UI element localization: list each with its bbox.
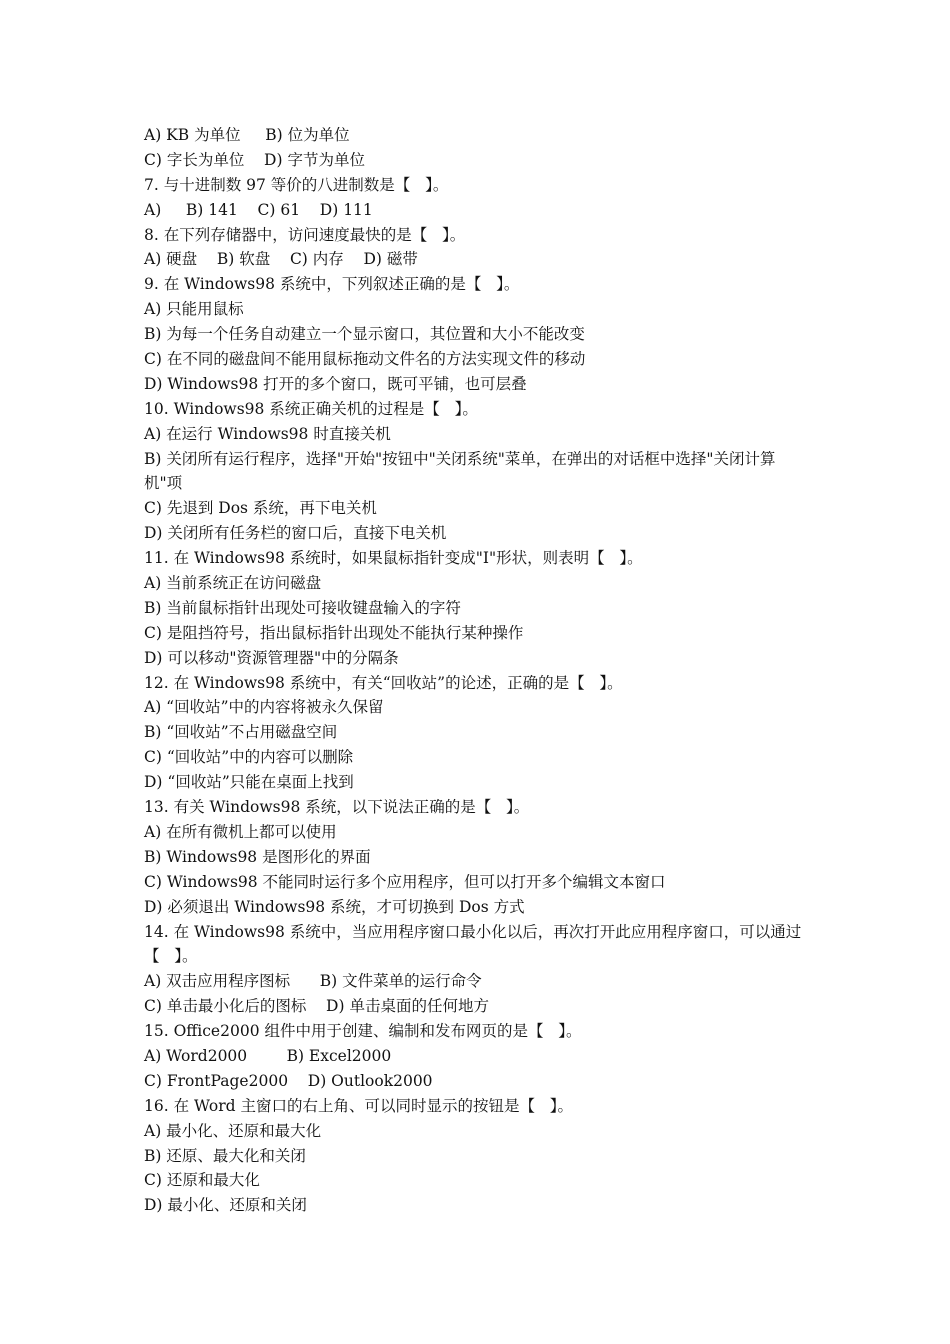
question-11: 11. 在 Windows98 系统时，如果鼠标指针变成"I"形状，则表明【 】。 <box>144 549 643 568</box>
question-14-continuation: 【 】。 <box>144 947 198 966</box>
option-line: B) “回收站”不占用磁盘空间 <box>144 723 338 742</box>
option-line: D) 必须退出 Windows98 系统，才可切换到 Dos 方式 <box>144 897 525 916</box>
option-line: A) 双击应用程序图标 B) 文件菜单的运行命令 <box>144 972 482 991</box>
option-line: C) 字长为单位 D) 字节为单位 <box>144 150 365 169</box>
option-line: D) 最小化、还原和关闭 <box>144 1196 307 1215</box>
question-10: 10. Windows98 系统正确关机的过程是【 】。 <box>144 399 478 418</box>
question-14: 14. 在 Windows98 系统中，当应用程序窗口最小化以后，再次打开此应用程序窗口，可以通过 <box>144 922 802 941</box>
option-line: D) 关闭所有任务栏的窗口后，直接下电关机 <box>144 524 447 543</box>
option-line: A) 在运行 Windows98 时直接关机 <box>144 424 391 443</box>
option-line: A) 硬盘 B) 软盘 C) 内存 D) 磁带 <box>144 250 418 269</box>
option-line: C) 是阻挡符号，指出鼠标指针出现处不能执行某种操作 <box>144 623 524 642</box>
option-line: D) Windows98 打开的多个窗口，既可平铺，也可层叠 <box>144 374 527 393</box>
question-12: 12. 在 Windows98 系统中，有关“回收站”的论述，正确的是【 】。 <box>144 673 623 692</box>
option-line: A) Word2000 B) Excel2000 <box>144 1046 392 1065</box>
question-16: 16. 在 Word 主窗口的右上角、可以同时显示的按钮是【 】。 <box>144 1096 574 1115</box>
option-line: B) 还原、最大化和关闭 <box>144 1146 306 1165</box>
option-line: B) 当前鼠标指针出现处可接收键盘输入的字符 <box>144 598 461 617</box>
option-line: A) 当前系统正在访问磁盘 <box>144 574 322 593</box>
option-line: C) 在不同的磁盘间不能用鼠标拖动文件名的方法实现文件的移动 <box>144 350 586 369</box>
option-line: C) Windows98 不能同时运行多个应用程序，但可以打开多个编辑文本窗口 <box>144 872 666 891</box>
option-line: C) 还原和最大化 <box>144 1171 260 1190</box>
option-line: A) 最小化、还原和最大化 <box>144 1121 322 1140</box>
option-line: C) FrontPage2000 D) Outlook2000 <box>144 1071 433 1090</box>
option-line: C) “回收站”中的内容可以删除 <box>144 748 354 767</box>
question-9: 9. 在 Windows98 系统中，下列叙述正确的是【 】。 <box>144 275 520 294</box>
option-line: A) 只能用鼠标 <box>144 300 244 319</box>
question-15: 15. Office2000 组件中用于创建、编制和发布网页的是【 】。 <box>144 1022 582 1041</box>
option-line: A) 在所有微机上都可以使用 <box>144 822 337 841</box>
question-8: 8. 在下列存储器中，访问速度最快的是【 】。 <box>144 225 466 244</box>
option-line: B) 为每一个任务自动建立一个显示窗口，其位置和大小不能改变 <box>144 325 585 344</box>
option-line-continuation: 机"项 <box>144 474 183 493</box>
option-line: A) KB 为单位 B) 位为单位 <box>144 126 350 144</box>
document-body <box>144 123 814 1218</box>
question-13: 13. 有关 Windows98 系统，以下说法正确的是【 】。 <box>144 798 530 817</box>
question-7: 7. 与十进制数 97 等价的八进制数是【 】。 <box>144 175 449 194</box>
option-line: A) “回收站”中的内容将被永久保留 <box>144 698 384 717</box>
option-line: B) 关闭所有运行程序，选择"开始"按钮中"关闭系统"菜单，在弹出的对话框中选择"关闭计算 <box>144 449 776 468</box>
option-line: D) 可以移动"资源管理器"中的分隔条 <box>144 648 399 667</box>
option-line: B) Windows98 是图形化的界面 <box>144 847 371 866</box>
option-line: C) 先退到 Dos 系统，再下电关机 <box>144 499 377 518</box>
option-line: C) 单击最小化后的图标 D) 单击桌面的任何地方 <box>144 997 489 1016</box>
option-line: D) “回收站”只能在桌面上找到 <box>144 773 354 792</box>
option-line: A) B) 141 C) 61 D) 111 <box>144 200 373 219</box>
